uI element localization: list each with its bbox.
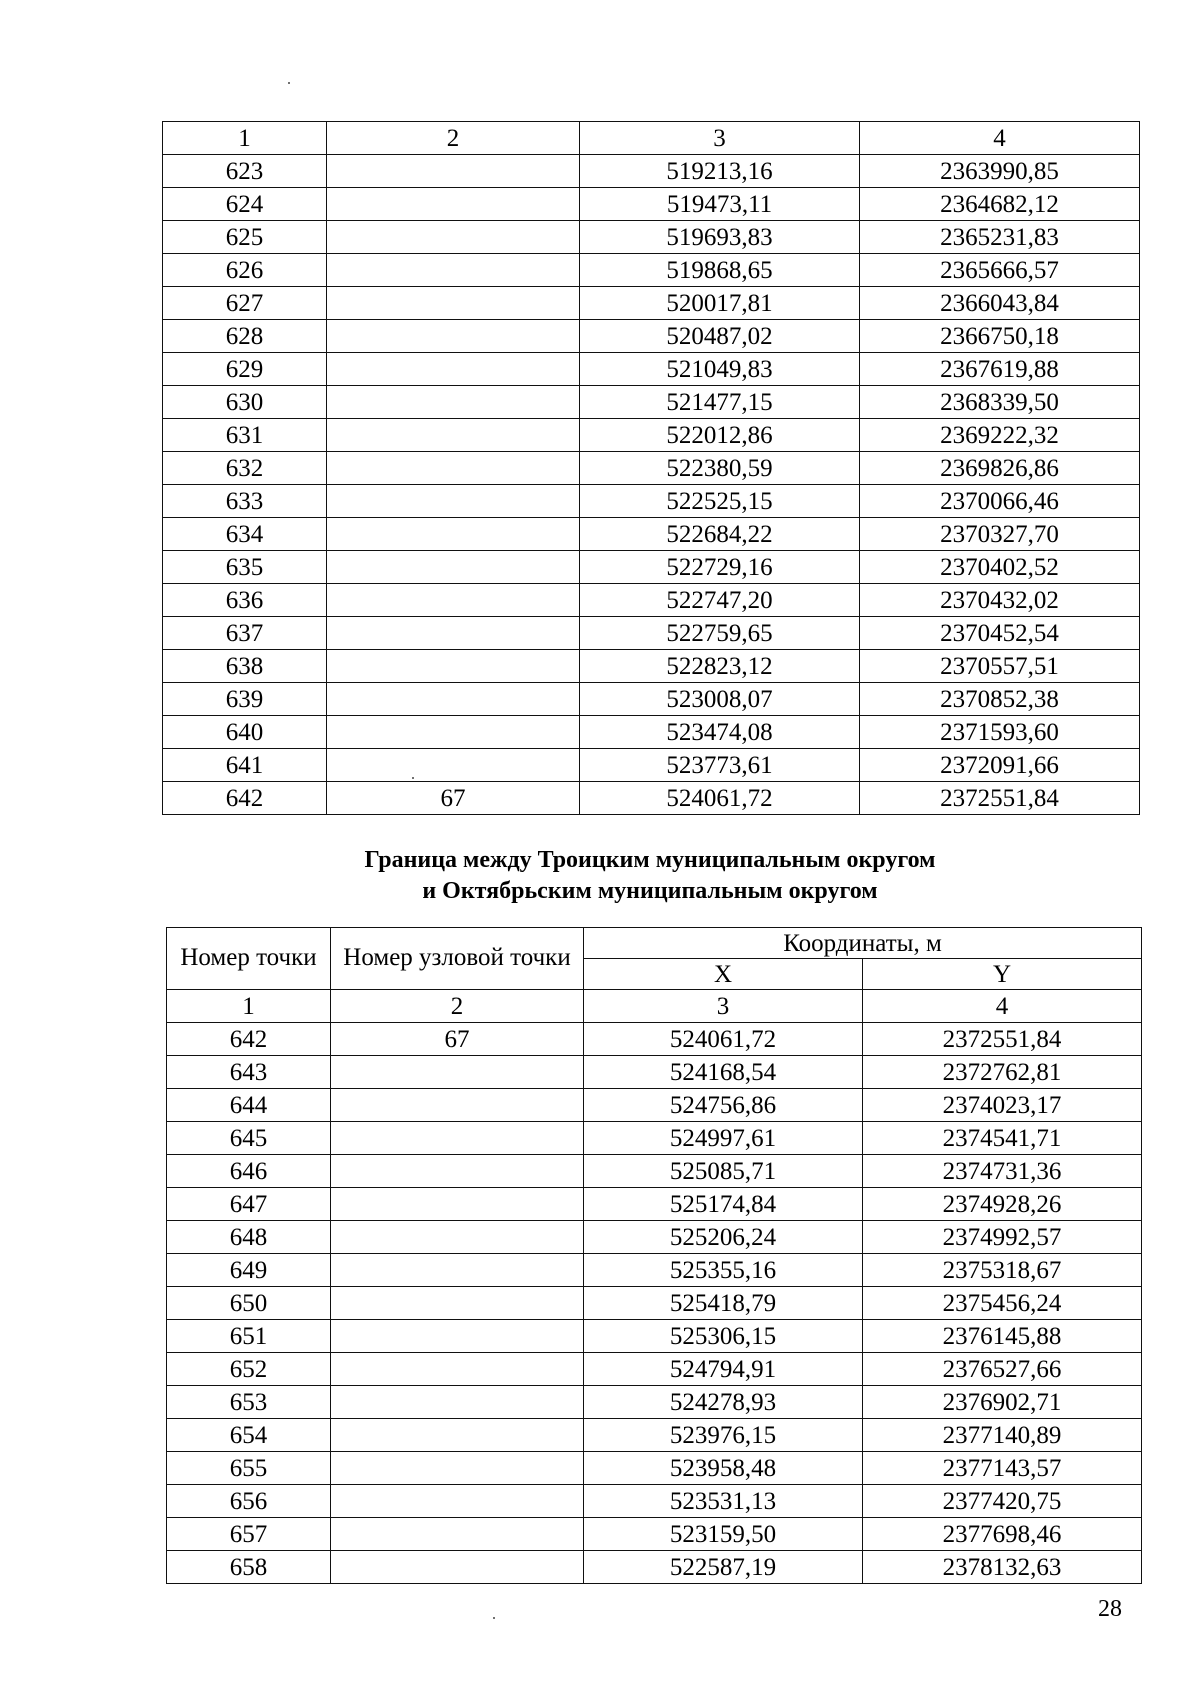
node-number-cell <box>331 1485 584 1518</box>
table-row <box>167 1089 1142 1122</box>
x-header: X <box>584 959 863 990</box>
node-number-cell <box>327 353 580 386</box>
table-row <box>163 188 1140 221</box>
x-coordinate-cell: 522380,59 <box>580 452 860 485</box>
table-row <box>163 254 1140 287</box>
node-number-cell <box>327 155 580 188</box>
x-coordinate-cell: 520017,81 <box>580 287 860 320</box>
x-coordinate-cell: 525085,71 <box>584 1155 863 1188</box>
table-row <box>163 419 1140 452</box>
column-number-cell: 4 <box>860 122 1140 155</box>
y-header: Y <box>863 959 1142 990</box>
table-row <box>167 1254 1142 1287</box>
point-number-header: Номер точки <box>167 928 331 990</box>
node-number-cell <box>327 320 580 353</box>
node-number-cell <box>331 1221 584 1254</box>
point-number-cell: 626 <box>163 254 327 287</box>
x-coordinate-cell: 522525,15 <box>580 485 860 518</box>
point-number-cell: 630 <box>163 386 327 419</box>
table-row <box>167 1188 1142 1221</box>
y-coordinate-cell: 2365666,57 <box>860 254 1140 287</box>
x-coordinate-cell: 522729,16 <box>580 551 860 584</box>
point-number-cell: 637 <box>163 617 327 650</box>
scan-speck <box>493 1617 495 1619</box>
x-coordinate-cell: 525306,15 <box>584 1320 863 1353</box>
x-coordinate-cell: 521049,83 <box>580 353 860 386</box>
x-coordinate-cell: 523159,50 <box>584 1518 863 1551</box>
y-coordinate-cell: 2375318,67 <box>863 1254 1142 1287</box>
y-coordinate-cell: 2378132,63 <box>863 1551 1142 1584</box>
y-coordinate-cell: 2364682,12 <box>860 188 1140 221</box>
node-number-cell <box>327 518 580 551</box>
point-number-cell: 654 <box>167 1419 331 1452</box>
table-row <box>163 782 1140 815</box>
point-number-cell: 644 <box>167 1089 331 1122</box>
x-coordinate-cell: 524168,54 <box>584 1056 863 1089</box>
x-coordinate-cell: 525206,24 <box>584 1221 863 1254</box>
table-row <box>167 1056 1142 1089</box>
node-number-cell: 67 <box>327 782 580 815</box>
column-number-cell: 4 <box>863 990 1142 1023</box>
table-row <box>163 320 1140 353</box>
node-number-cell <box>327 254 580 287</box>
x-coordinate-cell: 523531,13 <box>584 1485 863 1518</box>
x-coordinate-cell: 523474,08 <box>580 716 860 749</box>
table-row <box>163 749 1140 782</box>
y-coordinate-cell: 2369826,86 <box>860 452 1140 485</box>
table-row <box>167 1551 1142 1584</box>
point-number-cell: 641 <box>163 749 327 782</box>
point-number-cell: 649 <box>167 1254 331 1287</box>
x-coordinate-cell: 519868,65 <box>580 254 860 287</box>
x-coordinate-cell: 524061,72 <box>580 782 860 815</box>
x-coordinate-cell: 524997,61 <box>584 1122 863 1155</box>
x-coordinate-cell: 524278,93 <box>584 1386 863 1419</box>
table-row <box>167 1518 1142 1551</box>
node-number-cell <box>327 749 580 782</box>
y-coordinate-cell: 2377140,89 <box>863 1419 1142 1452</box>
node-number-cell <box>327 221 580 254</box>
point-number-cell: 643 <box>167 1056 331 1089</box>
node-number-cell <box>327 683 580 716</box>
table-row <box>167 1155 1142 1188</box>
x-coordinate-cell: 522012,86 <box>580 419 860 452</box>
point-number-cell: 655 <box>167 1452 331 1485</box>
x-coordinate-cell: 523958,48 <box>584 1452 863 1485</box>
coordinates-table-continued <box>162 121 1140 815</box>
table-row <box>163 650 1140 683</box>
x-coordinate-cell: 520487,02 <box>580 320 860 353</box>
table-row <box>163 518 1140 551</box>
point-number-cell: 636 <box>163 584 327 617</box>
table-row <box>167 1287 1142 1320</box>
node-number-header: Номер узловой точки <box>331 928 584 990</box>
table-row <box>163 617 1140 650</box>
scan-speck <box>412 777 414 779</box>
point-number-cell: 633 <box>163 485 327 518</box>
node-number-cell <box>327 716 580 749</box>
section-title-line-1: Граница между Троицким муниципальным округом <box>364 847 936 873</box>
node-number-cell <box>331 1518 584 1551</box>
y-coordinate-cell: 2374541,71 <box>863 1122 1142 1155</box>
y-coordinate-cell: 2370402,52 <box>860 551 1140 584</box>
y-coordinate-cell: 2366043,84 <box>860 287 1140 320</box>
y-coordinate-cell: 2372091,66 <box>860 749 1140 782</box>
table-row <box>163 221 1140 254</box>
x-coordinate-cell: 523976,15 <box>584 1419 863 1452</box>
table-row <box>163 287 1140 320</box>
x-coordinate-cell: 522823,12 <box>580 650 860 683</box>
point-number-cell: 642 <box>167 1023 331 1056</box>
x-coordinate-cell: 525418,79 <box>584 1287 863 1320</box>
table-row <box>163 386 1140 419</box>
node-number-cell <box>331 1188 584 1221</box>
table-row <box>167 1386 1142 1419</box>
node-number-cell <box>331 1551 584 1584</box>
node-number-cell <box>327 452 580 485</box>
column-number-cell: 1 <box>163 122 327 155</box>
table-row <box>167 1353 1142 1386</box>
y-coordinate-cell: 2370432,02 <box>860 584 1140 617</box>
table-row <box>167 1122 1142 1155</box>
node-number-cell <box>331 1386 584 1419</box>
node-number-cell <box>327 287 580 320</box>
point-number-cell: 625 <box>163 221 327 254</box>
point-number-cell: 631 <box>163 419 327 452</box>
node-number-cell <box>327 584 580 617</box>
y-coordinate-cell: 2365231,83 <box>860 221 1140 254</box>
point-number-cell: 658 <box>167 1551 331 1584</box>
column-number-row <box>163 122 1140 155</box>
x-coordinate-cell: 523008,07 <box>580 683 860 716</box>
section-title-line-2: и Октябрьским муниципальным округом <box>422 878 878 904</box>
node-number-cell <box>331 1287 584 1320</box>
node-number-cell <box>331 1155 584 1188</box>
y-coordinate-cell: 2377698,46 <box>863 1518 1142 1551</box>
table-row <box>163 716 1140 749</box>
point-number-cell: 628 <box>163 320 327 353</box>
node-number-cell <box>331 1056 584 1089</box>
point-number-cell: 648 <box>167 1221 331 1254</box>
x-coordinate-cell: 525355,16 <box>584 1254 863 1287</box>
point-number-cell: 627 <box>163 287 327 320</box>
point-number-cell: 642 <box>163 782 327 815</box>
column-number-cell: 2 <box>331 990 584 1023</box>
y-coordinate-cell: 2376902,71 <box>863 1386 1142 1419</box>
node-number-cell <box>327 419 580 452</box>
point-number-cell: 657 <box>167 1518 331 1551</box>
boundary-coordinates-table <box>166 927 1142 1584</box>
node-number-cell <box>331 1419 584 1452</box>
node-number-cell <box>327 551 580 584</box>
table-row <box>163 485 1140 518</box>
y-coordinate-cell: 2374928,26 <box>863 1188 1142 1221</box>
x-coordinate-cell: 519693,83 <box>580 221 860 254</box>
page-number: 28 <box>1098 1596 1122 1622</box>
y-coordinate-cell: 2374023,17 <box>863 1089 1142 1122</box>
table-row <box>163 155 1140 188</box>
x-coordinate-cell: 519213,16 <box>580 155 860 188</box>
table-row <box>163 584 1140 617</box>
point-number-cell: 632 <box>163 452 327 485</box>
y-coordinate-cell: 2374992,57 <box>863 1221 1142 1254</box>
y-coordinate-cell: 2374731,36 <box>863 1155 1142 1188</box>
x-coordinate-cell: 524794,91 <box>584 1353 863 1386</box>
y-coordinate-cell: 2372551,84 <box>863 1023 1142 1056</box>
point-number-cell: 647 <box>167 1188 331 1221</box>
table-row <box>163 452 1140 485</box>
table-row <box>167 1221 1142 1254</box>
node-number-cell <box>331 1452 584 1485</box>
node-number-cell <box>327 485 580 518</box>
column-number-cell: 2 <box>327 122 580 155</box>
point-number-cell: 645 <box>167 1122 331 1155</box>
y-coordinate-cell: 2368339,50 <box>860 386 1140 419</box>
x-coordinate-cell: 522684,22 <box>580 518 860 551</box>
node-number-cell <box>327 386 580 419</box>
table-row <box>167 1485 1142 1518</box>
column-number-row <box>167 990 1142 1023</box>
x-coordinate-cell: 519473,11 <box>580 188 860 221</box>
point-number-cell: 656 <box>167 1485 331 1518</box>
x-coordinate-cell: 522759,65 <box>580 617 860 650</box>
node-number-cell <box>327 188 580 221</box>
point-number-cell: 646 <box>167 1155 331 1188</box>
column-number-cell: 3 <box>580 122 860 155</box>
point-number-cell: 635 <box>163 551 327 584</box>
y-coordinate-cell: 2375456,24 <box>863 1287 1142 1320</box>
y-coordinate-cell: 2372762,81 <box>863 1056 1142 1089</box>
node-number-cell <box>327 650 580 683</box>
point-number-cell: 623 <box>163 155 327 188</box>
node-number-cell <box>331 1254 584 1287</box>
point-number-cell: 638 <box>163 650 327 683</box>
point-number-cell: 639 <box>163 683 327 716</box>
table-row <box>167 1452 1142 1485</box>
point-number-cell: 651 <box>167 1320 331 1353</box>
node-number-cell <box>331 1353 584 1386</box>
x-coordinate-cell: 524061,72 <box>584 1023 863 1056</box>
point-number-cell: 640 <box>163 716 327 749</box>
y-coordinate-cell: 2363990,85 <box>860 155 1140 188</box>
table-row <box>167 1320 1142 1353</box>
y-coordinate-cell: 2371593,60 <box>860 716 1140 749</box>
y-coordinate-cell: 2370557,51 <box>860 650 1140 683</box>
point-number-cell: 652 <box>167 1353 331 1386</box>
y-coordinate-cell: 2370852,38 <box>860 683 1140 716</box>
point-number-cell: 624 <box>163 188 327 221</box>
table-row <box>163 353 1140 386</box>
node-number-cell <box>327 617 580 650</box>
y-coordinate-cell: 2369222,32 <box>860 419 1140 452</box>
x-coordinate-cell: 525174,84 <box>584 1188 863 1221</box>
column-number-cell: 3 <box>584 990 863 1023</box>
point-number-cell: 653 <box>167 1386 331 1419</box>
y-coordinate-cell: 2370452,54 <box>860 617 1140 650</box>
column-number-cell: 1 <box>167 990 331 1023</box>
x-coordinate-cell: 522587,19 <box>584 1551 863 1584</box>
table-row <box>167 1023 1142 1056</box>
point-number-cell: 629 <box>163 353 327 386</box>
y-coordinate-cell: 2372551,84 <box>860 782 1140 815</box>
x-coordinate-cell: 522747,20 <box>580 584 860 617</box>
x-coordinate-cell: 524756,86 <box>584 1089 863 1122</box>
y-coordinate-cell: 2376527,66 <box>863 1353 1142 1386</box>
y-coordinate-cell: 2376145,88 <box>863 1320 1142 1353</box>
node-number-cell <box>331 1320 584 1353</box>
table-row <box>167 1419 1142 1452</box>
point-number-cell: 634 <box>163 518 327 551</box>
table-row <box>163 683 1140 716</box>
y-coordinate-cell: 2370327,70 <box>860 518 1140 551</box>
x-coordinate-cell: 521477,15 <box>580 386 860 419</box>
y-coordinate-cell: 2377143,57 <box>863 1452 1142 1485</box>
y-coordinate-cell: 2366750,18 <box>860 320 1140 353</box>
y-coordinate-cell: 2370066,46 <box>860 485 1140 518</box>
y-coordinate-cell: 2377420,75 <box>863 1485 1142 1518</box>
x-coordinate-cell: 523773,61 <box>580 749 860 782</box>
table-row <box>163 551 1140 584</box>
y-coordinate-cell: 2367619,88 <box>860 353 1140 386</box>
point-number-cell: 650 <box>167 1287 331 1320</box>
node-number-cell <box>331 1122 584 1155</box>
node-number-cell <box>331 1089 584 1122</box>
coordinates-header: Координаты, м <box>584 928 1142 959</box>
table-header-row <box>167 928 1142 959</box>
node-number-cell: 67 <box>331 1023 584 1056</box>
scan-speck <box>288 82 290 84</box>
